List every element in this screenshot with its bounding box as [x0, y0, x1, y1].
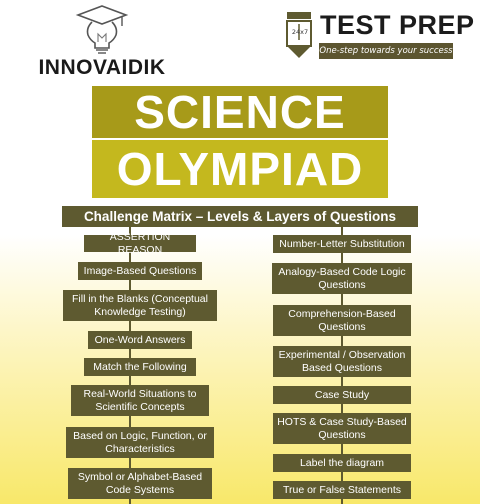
right-item-1: Number-Letter Substitution	[273, 235, 411, 253]
right-item-6: HOTS & Case Study-Based Questions	[273, 413, 411, 444]
left-item-4: One-Word Answers	[88, 331, 192, 349]
left-item-1: ASSERTION REASON	[84, 235, 196, 252]
right-item-7: Label the diagram	[273, 454, 411, 472]
test-prep-tagline: One-step towards your success	[319, 43, 453, 59]
badge-24x7: 24x7	[291, 28, 309, 36]
graduation-bulb-icon	[22, 4, 182, 54]
test-prep-logo	[284, 10, 475, 70]
left-item-6: Real-World Situations to Scientific Concepts	[71, 385, 209, 416]
innovaidik-wordmark: INNOVAIDIK	[38, 56, 166, 79]
left-item-5: Match the Following	[84, 358, 196, 376]
title-science: SCIENCE	[92, 86, 388, 138]
right-item-8: True or False Statements	[273, 481, 411, 499]
right-item-5: Case Study	[273, 386, 411, 404]
left-item-8: Symbol or Alphabet-Based Code Systems	[68, 468, 212, 499]
left-item-2: Image-Based Questions	[78, 262, 202, 280]
left-item-7: Based on Logic, Function, or Characteristics	[66, 427, 214, 458]
test-prep-title: TEST PREP	[320, 10, 475, 40]
innovaidik-logo	[22, 4, 182, 78]
left-item-3: Fill in the Blanks (Conceptual Knowledge Testing)	[63, 290, 217, 321]
title-olympiad: OLYMPIAD	[92, 140, 388, 198]
right-item-4: Experimental / Observation Based Questions	[273, 346, 411, 377]
subtitle-banner: Challenge Matrix – Levels & Layers of Questions	[62, 206, 418, 227]
right-item-3: Comprehension-Based Questions	[273, 305, 411, 336]
right-item-2: Analogy-Based Code Logic Questions	[272, 263, 412, 294]
